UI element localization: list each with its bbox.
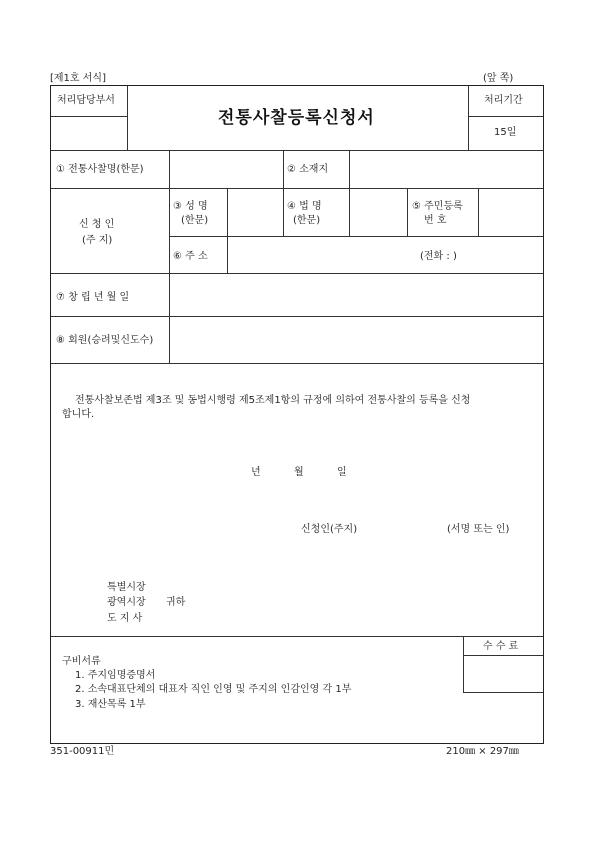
divider (407, 188, 408, 236)
page-side: (앞 쪽) (483, 73, 514, 84)
field-dharma-name-sublabel: (한문) (293, 215, 321, 226)
date-day: 일 (337, 467, 347, 478)
resident-id-field[interactable] (480, 190, 541, 234)
name-field[interactable] (229, 190, 281, 234)
field-founding-date-label: ⑦ 창 립 년 월 일 (56, 292, 130, 303)
divider (468, 116, 543, 117)
signature-note: (서명 또는 인) (447, 524, 510, 535)
divider (463, 636, 464, 692)
divider (51, 636, 543, 637)
application-statement-end: 합니다. (62, 409, 95, 420)
recipient-special-city: 특별시장 (107, 582, 146, 593)
founding-date-field[interactable] (171, 275, 541, 314)
form-code: 351-00911민 (50, 746, 115, 757)
divider (51, 116, 127, 117)
divider (51, 273, 543, 274)
divider (51, 150, 543, 151)
field-name-label: ③ 성 명 (173, 201, 208, 212)
temple-name-field[interactable] (171, 152, 281, 186)
applicant-sublabel: (주 지) (82, 235, 113, 246)
period-label: 처리기간 (484, 95, 523, 106)
field-resident-id-sublabel: 번 호 (424, 215, 447, 226)
divider (51, 316, 543, 317)
fee-stamp-area (465, 657, 541, 690)
divider (227, 188, 228, 273)
form-title: 전통사찰등록신청서 (218, 108, 375, 128)
fee-label: 수 수 료 (483, 641, 519, 652)
divider (169, 236, 543, 237)
phone-label: (전화 : ) (420, 251, 457, 262)
date-year: 년 (251, 467, 261, 478)
divider (127, 86, 128, 150)
divider (169, 273, 170, 363)
divider (463, 692, 543, 693)
period-value: 15일 (494, 127, 517, 138)
address-field[interactable] (229, 238, 541, 271)
date-month: 월 (294, 467, 304, 478)
form-number: [제1호 서식] (50, 73, 106, 84)
dharma-name-field[interactable] (351, 190, 405, 234)
field-dharma-name-label: ④ 법 명 (287, 201, 322, 212)
divider (468, 86, 469, 150)
field-address-label: ⑥ 주 소 (173, 251, 208, 262)
field-resident-id-label: ⑤ 주민등록 (412, 201, 463, 212)
divider (349, 150, 350, 236)
required-doc-item: 2. 소속대표단체의 대표자 직인 인영 및 주지의 인감인영 각 1부 (75, 684, 352, 695)
recipient-honorific: 귀하 (166, 597, 186, 608)
divider (51, 188, 543, 189)
paper-size: 210㎜ × 297㎜ (446, 746, 519, 757)
required-doc-item: 1. 주지임명증명서 (75, 670, 156, 681)
divider (169, 150, 170, 273)
field-members-label: ⑧ 회원(승려및신도수) (56, 335, 154, 346)
location-field[interactable] (351, 152, 541, 186)
divider (463, 655, 543, 656)
members-field[interactable] (171, 318, 541, 361)
dept-label: 처리담당부서 (57, 95, 115, 106)
field-location-label: ② 소재지 (287, 164, 329, 175)
signer-label: 신청인(주지) (301, 524, 358, 535)
required-docs-title: 구비서류 (62, 656, 101, 667)
recipient-province: 도 지 사 (107, 613, 143, 624)
required-doc-item: 3. 재산목록 1부 (75, 699, 146, 710)
recipient-metro-city: 광역시장 (107, 597, 146, 608)
field-name-sublabel: (한문) (181, 215, 209, 226)
divider (283, 150, 284, 236)
divider (51, 363, 543, 364)
divider (478, 188, 479, 236)
application-statement: 전통사찰보존법 제3조 및 동법시행령 제5조제1항의 규정에 의하여 전통사찰의 등록을 신청 (75, 395, 471, 406)
field-temple-name-label: ① 전통사찰명(한문) (56, 164, 144, 175)
applicant-label: 신 청 인 (79, 219, 115, 230)
